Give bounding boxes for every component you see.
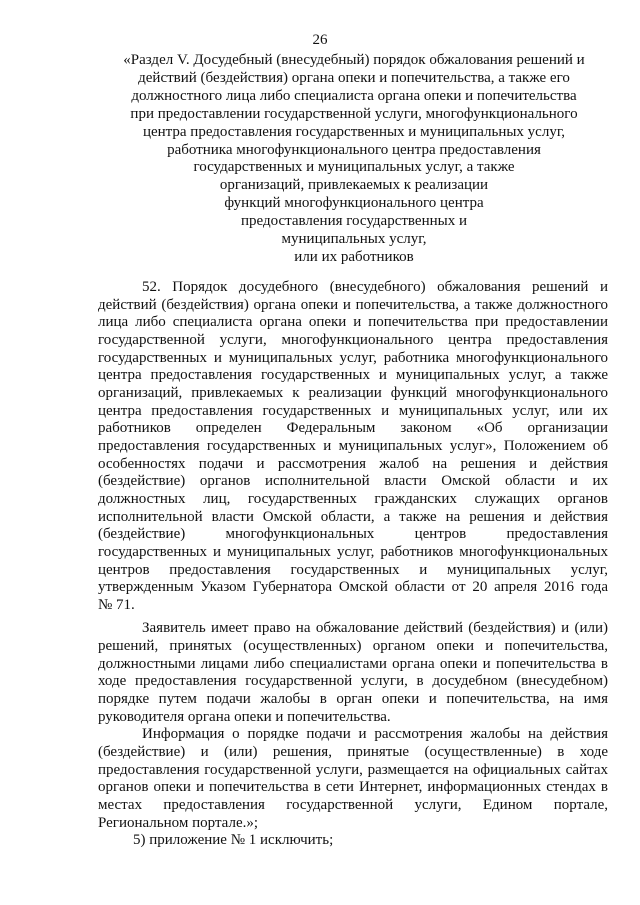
text-line: государственных и муниципальных услуг, работников многофункциональных — [98, 543, 608, 560]
section-title-line: должностного лица либо специалиста органа опеки и попечительства — [131, 87, 577, 104]
text-line: (бездействие) многофункциональных центров предоставления — [98, 526, 608, 543]
page-number: 26 — [312, 32, 328, 48]
section-title-line: или их работников — [294, 248, 414, 265]
section-title-line: действий (бездействия) органа опеки и попечительства, а также его — [138, 69, 570, 86]
section-title-line: предоставления государственных и — [240, 213, 467, 230]
text-line: № 71. — [98, 596, 135, 613]
text-line: лица либо специалиста органа опеки и попечительства при предоставлении — [98, 314, 608, 331]
text-line: руководителя органа опеки и попечительства. — [98, 708, 391, 725]
text-line: Заявитель имеет право на обжалование действий (бездействия) и (или) — [142, 620, 608, 637]
paragraph-item-5 — [98, 832, 608, 850]
document-body — [98, 279, 608, 850]
text-line: государственной услуги, многофункционального центра предоставления — [98, 331, 608, 348]
text-line: исполнительной власти Омской области, а также на решения и действия — [98, 508, 608, 525]
section-title-line: муниципальных услуг, — [281, 231, 427, 248]
section-title-line: государственных и муниципальных услуг, а также — [193, 159, 515, 176]
paragraph-52 — [98, 279, 608, 614]
text-line: работников определен Федеральным законом «Об организации — [98, 420, 608, 437]
section-title — [98, 52, 610, 267]
section-title-line: организаций, привлекаемых к реализации — [219, 177, 489, 194]
text-line: местах предоставления государственной услуги, Едином портале, — [98, 797, 608, 814]
text-line: решений, принятых (осуществленных) органом опеки и попечительства, — [98, 638, 608, 655]
text-line: центра предоставления государственных и муниципальных услуг, а также — [98, 367, 608, 384]
text-line: особенностях подачи и рассмотрения жалоб на решения и действия — [98, 455, 608, 472]
text-line: органов опеки и попечительства в сети Интернет, информационных стендах в — [98, 779, 608, 796]
section-title-line: центра предоставления государственных и муниципальных услуг, — [142, 123, 566, 140]
text-line: должностных лиц, государственных гражданских служащих органов — [98, 490, 608, 507]
section-title-line: функций многофункционального центра — [224, 195, 484, 212]
text-line: действий (бездействия) органа опеки и попечительства, а также должностного — [98, 296, 608, 313]
text-line: центра предоставления государственных и муниципальных услуг, или их — [98, 402, 608, 419]
section-title-line: работника многофункционального центра предоставления — [167, 141, 541, 158]
text-line: (бездействие) и (или) решения, принятые (осуществленные) в ходе — [98, 744, 608, 761]
text-line: Информация о порядке подачи и рассмотрения жалобы на действия — [142, 726, 608, 743]
paragraph-information — [98, 726, 608, 832]
text-line: предоставления государственной услуги, размещается на официальных сайтах — [98, 761, 608, 778]
text-line: утвержденным Указом Губернатора Омской области от 20 апреля 2016 года — [98, 579, 608, 596]
text-line: 52. Порядок досудебного (внесудебного) обжалования решений и — [142, 279, 608, 295]
text-line: ходе предоставления государственной услуги, в досудебном (внесудебном) — [98, 673, 608, 690]
text-line: государственных и муниципальных услуг, работника многофункционального — [98, 349, 608, 366]
text-line: должностными лицами либо специалистами органа опеки и попечительства в — [98, 655, 608, 672]
text-line: 5) приложение № 1 исключить; — [133, 832, 334, 849]
section-title-line: при предоставлении государственной услуги, многофункционального — [130, 105, 578, 122]
text-line: (бездействие) органов исполнительной власти Омской области и их — [98, 473, 608, 490]
section-title-line: «Раздел V. Досудебный (внесудебный) порядок обжалования решений и — [123, 52, 585, 68]
text-line: порядке путем подачи жалобы в орган опеки и попечительства, на имя — [98, 691, 608, 708]
text-line: Региональном портале.»; — [98, 814, 259, 831]
text-line: организаций, привлекаемых к реализации функций многофункционального — [98, 384, 608, 401]
text-line: предоставления государственных и муниципальных услуг», Положением об — [98, 437, 608, 454]
text-line: центров предоставления государственных и муниципальных услуг, — [98, 561, 608, 578]
paragraph-applicant-rights — [98, 620, 608, 726]
